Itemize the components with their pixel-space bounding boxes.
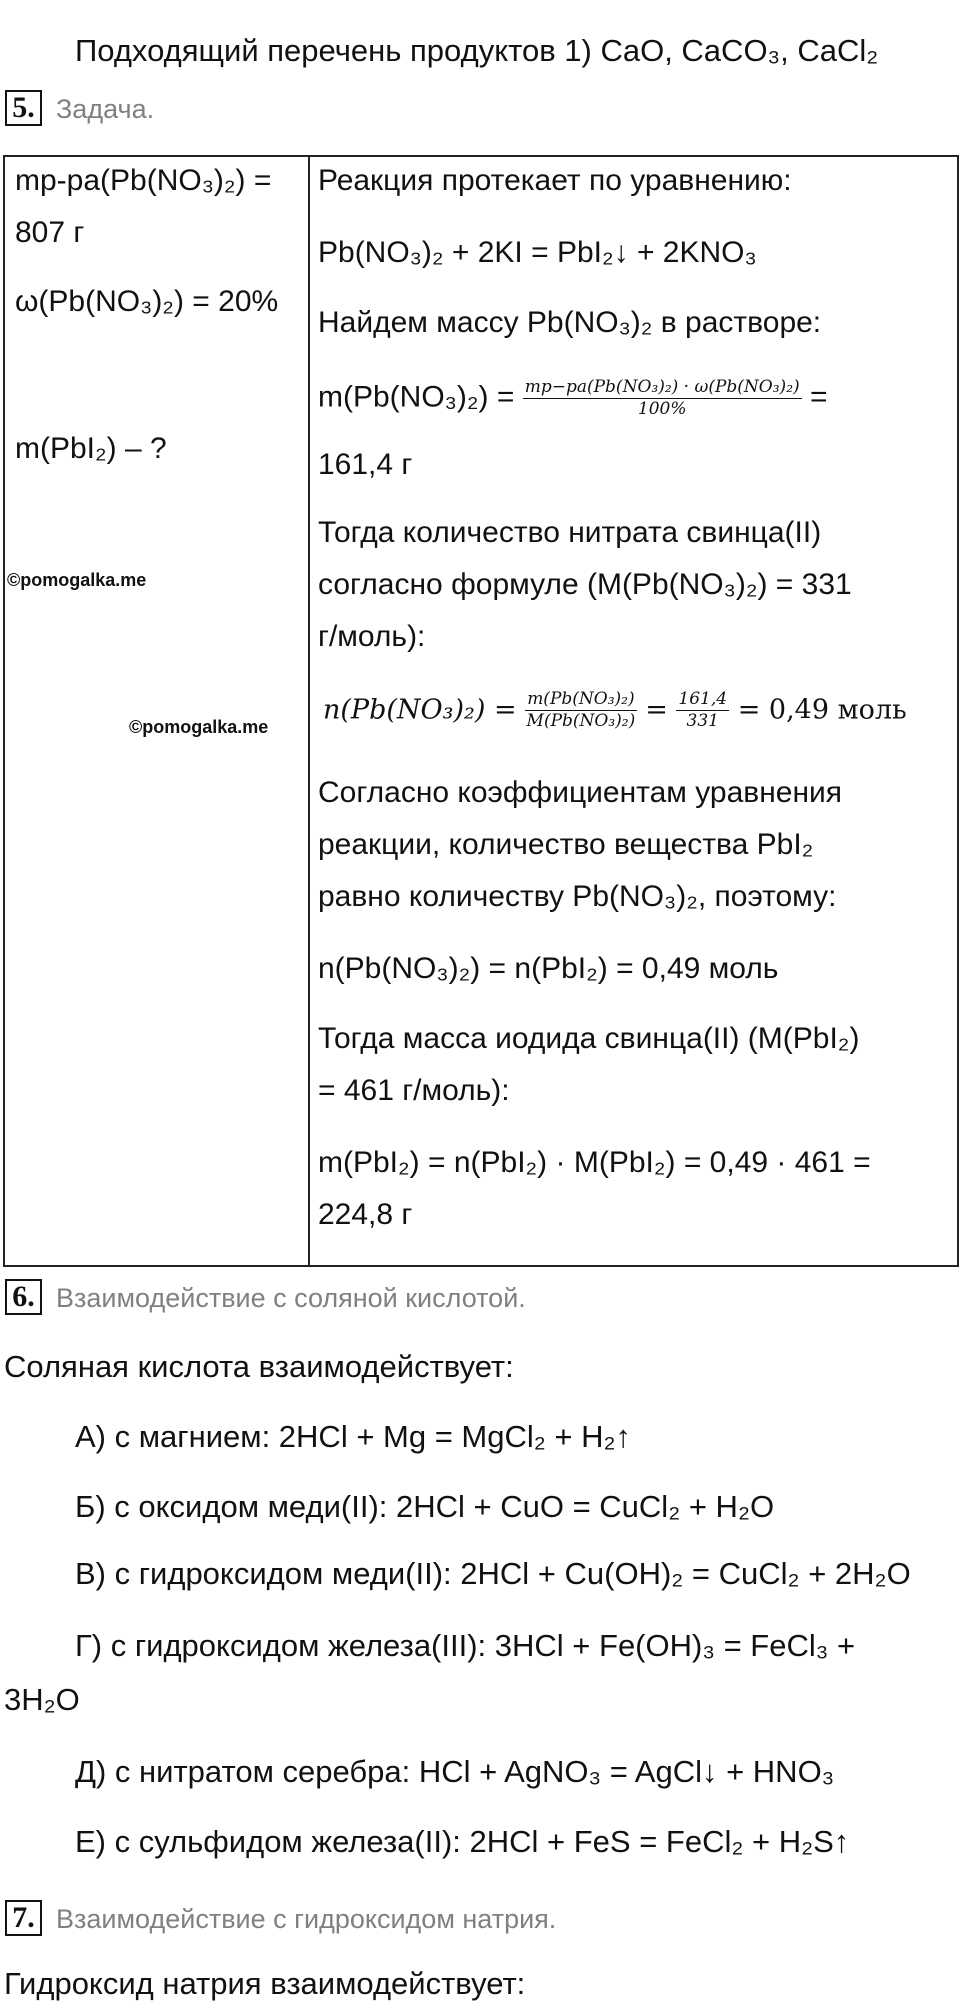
hcl-item-a: А) с магнием: 2HCl + Mg = MgCl₂ + H₂↑	[75, 1419, 632, 1454]
mass-formula-numerator: mр−ра(Pb(NO₃)₂) · ω(Pb(NO₃)₂)	[523, 377, 802, 399]
amount-formula-denominator-2: 331	[686, 711, 719, 732]
section-5-title: Задача.	[56, 94, 155, 124]
mass-result: 161,4 г	[318, 448, 413, 481]
table-column-divider	[308, 157, 310, 1265]
mass-formula-denominator: 100%	[637, 399, 687, 420]
hcl-item-d: Д) с нитратом серебра: HCl + AgNO₃ = AgCl↓ + HNO₃	[75, 1754, 835, 1789]
final-line-1: m(PbI₂) = n(PbI₂) · M(PbI₂) = 0,49 · 461 =	[318, 1146, 871, 1179]
section-6-title: Взаимодействие с соляной кислотой.	[56, 1283, 526, 1313]
hcl-item-b: Б) с оксидом меди(II): 2HCl + CuO = CuCl₂ + H₂O	[75, 1489, 775, 1524]
mass-formula-equals: =	[809, 380, 828, 414]
section-7-number: 7.	[5, 1900, 42, 1936]
mass-iodide-line-1: Тогда масса иодида свинца(II) (M(PbI₂)	[318, 1022, 860, 1055]
solution-equation: Pb(NO₃)₂ + 2KI = PbI₂↓ + 2KNO₃	[318, 236, 757, 269]
final-line-2: 224,8 г	[318, 1198, 413, 1231]
hcl-item-v: В) с гидроксидом меди(II): 2HCl + Cu(OH)₂ = CuCl₂ + 2H₂O	[75, 1556, 911, 1591]
mass-formula-lhs: m(Pb(NO₃)₂) =	[318, 380, 515, 414]
solution-intro: Реакция протекает по уравнению:	[318, 164, 792, 197]
coef-line-2: реакции, количество вещества PbI₂	[318, 828, 814, 861]
coef-line-1: Согласно коэффициентам уравнения	[318, 776, 843, 809]
amount-line-3: г/моль):	[318, 620, 426, 653]
amount-formula-numerator-2: 161,4	[676, 689, 729, 711]
equal-amounts: n(Pb(NO₃)₂) = n(PbI₂) = 0,49 моль	[318, 952, 779, 985]
coef-line-3: равно количеству Pb(NO₃)₂, поэтому:	[318, 880, 837, 913]
watermark-2: ©pomogalka.me	[129, 717, 269, 737]
amount-formula-fraction-1	[525, 689, 636, 733]
section-7-title: Взаимодействие с гидроксидом натрия.	[56, 1904, 557, 1934]
amount-formula-equals: =	[645, 694, 668, 726]
given-find: m(PbI₂) – ?	[15, 432, 167, 465]
mass-formula-fraction	[523, 377, 802, 421]
amount-formula-numerator-1: m(Pb(NO₃)₂)	[525, 689, 636, 711]
given-mass-solution-line1: mр-ра(Pb(NO₃)₂) =	[15, 164, 272, 197]
hcl-intro: Соляная кислота взаимодействует:	[4, 1349, 514, 1384]
watermark-1: ©pomogalka.me	[7, 570, 147, 590]
mass-iodide-line-2: = 461 г/моль):	[318, 1074, 510, 1107]
given-mass-solution-line2: 807 г	[15, 216, 85, 249]
amount-formula-lhs: n(Pb(NO₃)₂) =	[323, 694, 517, 726]
amount-line-1: Тогда количество нитрата свинца(II)	[318, 516, 822, 549]
amount-formula-result: = 0,49 моль	[737, 694, 907, 726]
amount-formula	[323, 689, 907, 733]
top-line: Подходящий перечень продуктов 1) CaO, CaCO₃, CaCl₂	[75, 33, 879, 68]
task-table	[3, 155, 959, 1267]
amount-formula-fraction-2	[676, 689, 729, 733]
hcl-item-g-line2: 3H₂O	[4, 1682, 80, 1717]
given-mass-fraction: ω(Pb(NO₃)₂) = 20%	[15, 285, 279, 318]
section-6-number: 6.	[5, 1279, 42, 1315]
hcl-item-e: Е) с сульфидом железа(II): 2HCl + FeS = FeCl₂ + H₂S↑	[75, 1824, 850, 1859]
amount-formula-denominator-1: M(Pb(NO₃)₂)	[526, 711, 636, 732]
amount-line-2: согласно формуле (M(Pb(NO₃)₂) = 331	[318, 568, 852, 601]
section-5-number: 5.	[5, 90, 42, 126]
solution-find-mass: Найдем массу Pb(NO₃)₂ в растворе:	[318, 306, 822, 339]
hcl-item-g-line1: Г) с гидроксидом железа(III): 3HCl + Fe(OH)₃ = FeCl₃ +	[75, 1628, 856, 1663]
mass-formula	[318, 377, 828, 421]
naoh-intro: Гидроксид натрия взаимодействует:	[4, 1966, 526, 2001]
